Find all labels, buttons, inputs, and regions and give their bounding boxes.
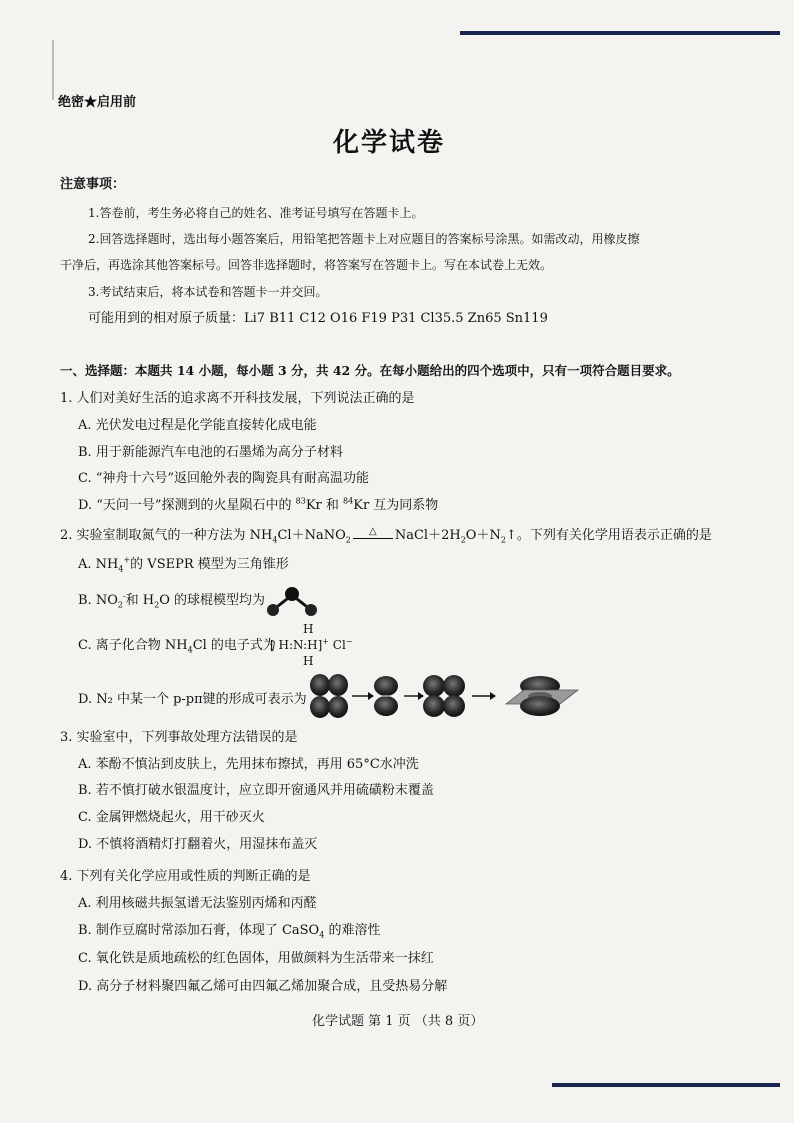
formula-sup: + <box>322 637 329 646</box>
separate-p-orbitals-icon <box>310 674 348 718</box>
q4-option-c: C. 氧化铁是质地疏松的红色固体，用做颜料为生活带来一抹红 <box>78 951 434 966</box>
q2-option-b <box>78 593 265 609</box>
q2-sub4: 2 <box>500 535 506 545</box>
q4-b-sub: 4 <box>319 930 325 940</box>
q3-option-d: D. 不慎将酒精灯打翻着火，用湿抹布盖灭 <box>78 837 318 852</box>
q2-c-pre: C. 离子化合物 NH <box>78 638 188 653</box>
q1-d-post: Kr 互为同系物 <box>353 498 439 513</box>
electron-formula <box>270 622 370 670</box>
q2-b-sub: 2 <box>117 600 123 610</box>
q1-option-c: C. “神舟十六号”返回舱外表的陶瓷具有耐高温功能 <box>78 471 370 486</box>
page-footer: 化学试题 第 1 页 （共 8 页） <box>312 1014 484 1029</box>
page-title: 化学试卷 <box>333 128 446 158</box>
q4-b-post: 的难溶性 <box>324 923 381 938</box>
q2-a-sub: 4 <box>118 564 124 574</box>
notice-item-2-line2: 干净后，再选涂其他答案标号。回答非选择题时，将答案写在答题卡上。写在本试卷上无效。 <box>60 258 553 272</box>
q1-d-sup1: 83 <box>295 496 306 506</box>
pi-bond-icon <box>506 676 578 716</box>
section-heading: 一、选择题：本题共 14 小题，每小题 3 分，共 42 分。在每小题给出的四个选项中，只有一项符合题目要求。 <box>60 363 680 378</box>
overlapping-orbitals-icon <box>423 675 465 717</box>
q2-c-sub: 4 <box>187 645 193 655</box>
formula-h-bottom: H <box>303 654 314 668</box>
q4-stem: 4. 下列有关化学应用或性质的判断正确的是 <box>60 869 311 884</box>
q2-sub1: 4 <box>272 535 278 545</box>
formula-cl: Cl <box>332 638 346 652</box>
q2-b-sub2: 2 <box>154 600 160 610</box>
q1-option-b: B. 用于新能源汽车电池的石墨烯为高分子材料 <box>78 445 343 460</box>
q1-d-mid: Kr 和 <box>305 498 344 513</box>
notice-item-2-line1: 2.回答选择题时，选出每小题答案后，用铅笔把答题卡上对应题目的答案标号涂黑。如需改动，用橡皮擦 <box>88 232 640 246</box>
q1-d-pre: D. “天问一号”探测到的火星陨石中的 <box>78 498 296 513</box>
q4-b-pre: B. 制作豆腐时常添加石膏，体现了 CaSO <box>78 923 320 938</box>
q3-option-c: C. 金属钾燃烧起火，用干砂灭火 <box>78 810 265 825</box>
q2-a-sup: + <box>123 555 131 565</box>
q2-option-c <box>78 638 276 654</box>
q4-option-b <box>78 923 380 939</box>
formula-main-text: [ H:N:H] <box>270 638 323 652</box>
heat-triangle: △ <box>368 526 377 537</box>
q2-a-post: 的 VSEPR 模型为三角锥形 <box>130 557 289 572</box>
q4-option-d: D. 高分子材料聚四氟乙烯可由四氟乙烯加聚合成，且受热易分解 <box>78 979 448 994</box>
q2-c-post: Cl 的电子式为 <box>192 638 276 653</box>
q2-reaction-arrow <box>351 528 395 545</box>
arrow-icon <box>352 692 374 700</box>
bottom-bar <box>552 1083 780 1087</box>
formula-cl-sup: − <box>345 637 353 646</box>
formula-h-top: H <box>303 622 314 636</box>
q2-stem-post: ↑。下列有关化学用语表示正确的是 <box>505 528 712 543</box>
arrow-icon <box>472 692 496 700</box>
approaching-orbitals-icon <box>374 676 398 716</box>
q2-sub2: 2 <box>345 535 351 545</box>
q1-option-a: A. 光伏发电过程是化学能直接转化成电能 <box>78 418 317 433</box>
notice-item-3: 3.考试结束后，将本试卷和答题卡一并交回。 <box>88 285 328 299</box>
notice-heading: 注意事项： <box>60 177 126 192</box>
q2-sub3: 2 <box>460 535 466 545</box>
ball-stick-model-icon <box>264 585 324 619</box>
q2-b-post: O 的球棍模型均为 <box>159 593 266 608</box>
left-shadow <box>52 40 54 100</box>
secret-mark: 绝密★启用前 <box>58 95 137 110</box>
q3-option-a: A. 苯酚不慎沾到皮肤上，先用抹布擦拭，再用 65°C水冲洗 <box>78 757 419 772</box>
q2-option-d: D. N₂ 中某一个 p-pπ键的形成可表示为 <box>78 692 307 707</box>
atomic-masses: 可能用到的相对原子质量：Li7 B11 C12 O16 F19 P31 Cl35.5 Zn65 Sn119 <box>88 311 548 326</box>
q2-stem <box>60 528 712 545</box>
q2-stem-mid2: NaCl＋2H <box>394 528 461 543</box>
q2-b-pre: B. NO <box>78 593 118 608</box>
q2-option-a <box>78 557 289 573</box>
pi-bond-orbital-diagram <box>310 672 580 722</box>
q1-option-d <box>78 498 438 514</box>
q2-b-sup: - <box>122 591 126 601</box>
q2-b-mid: 和 H <box>125 593 155 608</box>
q3-option-b: B. 若不慎打破水银温度计，应立即开窗通风并用硫磺粉末覆盖 <box>78 783 434 798</box>
q2-stem-mid1: Cl＋NaNO <box>277 528 346 543</box>
q1-stem: 1. 人们对美好生活的追求离不开科技发展，下列说法正确的是 <box>60 391 415 406</box>
q2-a-pre: A. NH <box>78 557 119 572</box>
arrow-icon <box>404 692 424 700</box>
q1-d-sup2: 84 <box>343 496 354 506</box>
notice-item-1: 1.答卷前，考生务必将自己的姓名、准考证号填写在答题卡上。 <box>88 206 424 220</box>
q2-stem-pre: 2. 实验室制取氮气的一种方法为 NH <box>60 528 273 543</box>
q3-stem: 3. 实验室中，下列事故处理方法错误的是 <box>60 730 298 745</box>
q4-option-a: A. 利用核磁共振氢谱无法鉴别丙烯和丙醛 <box>78 896 317 911</box>
top-bar <box>460 31 780 35</box>
formula-main <box>270 638 353 652</box>
q2-stem-mid3: O＋N <box>465 528 501 543</box>
